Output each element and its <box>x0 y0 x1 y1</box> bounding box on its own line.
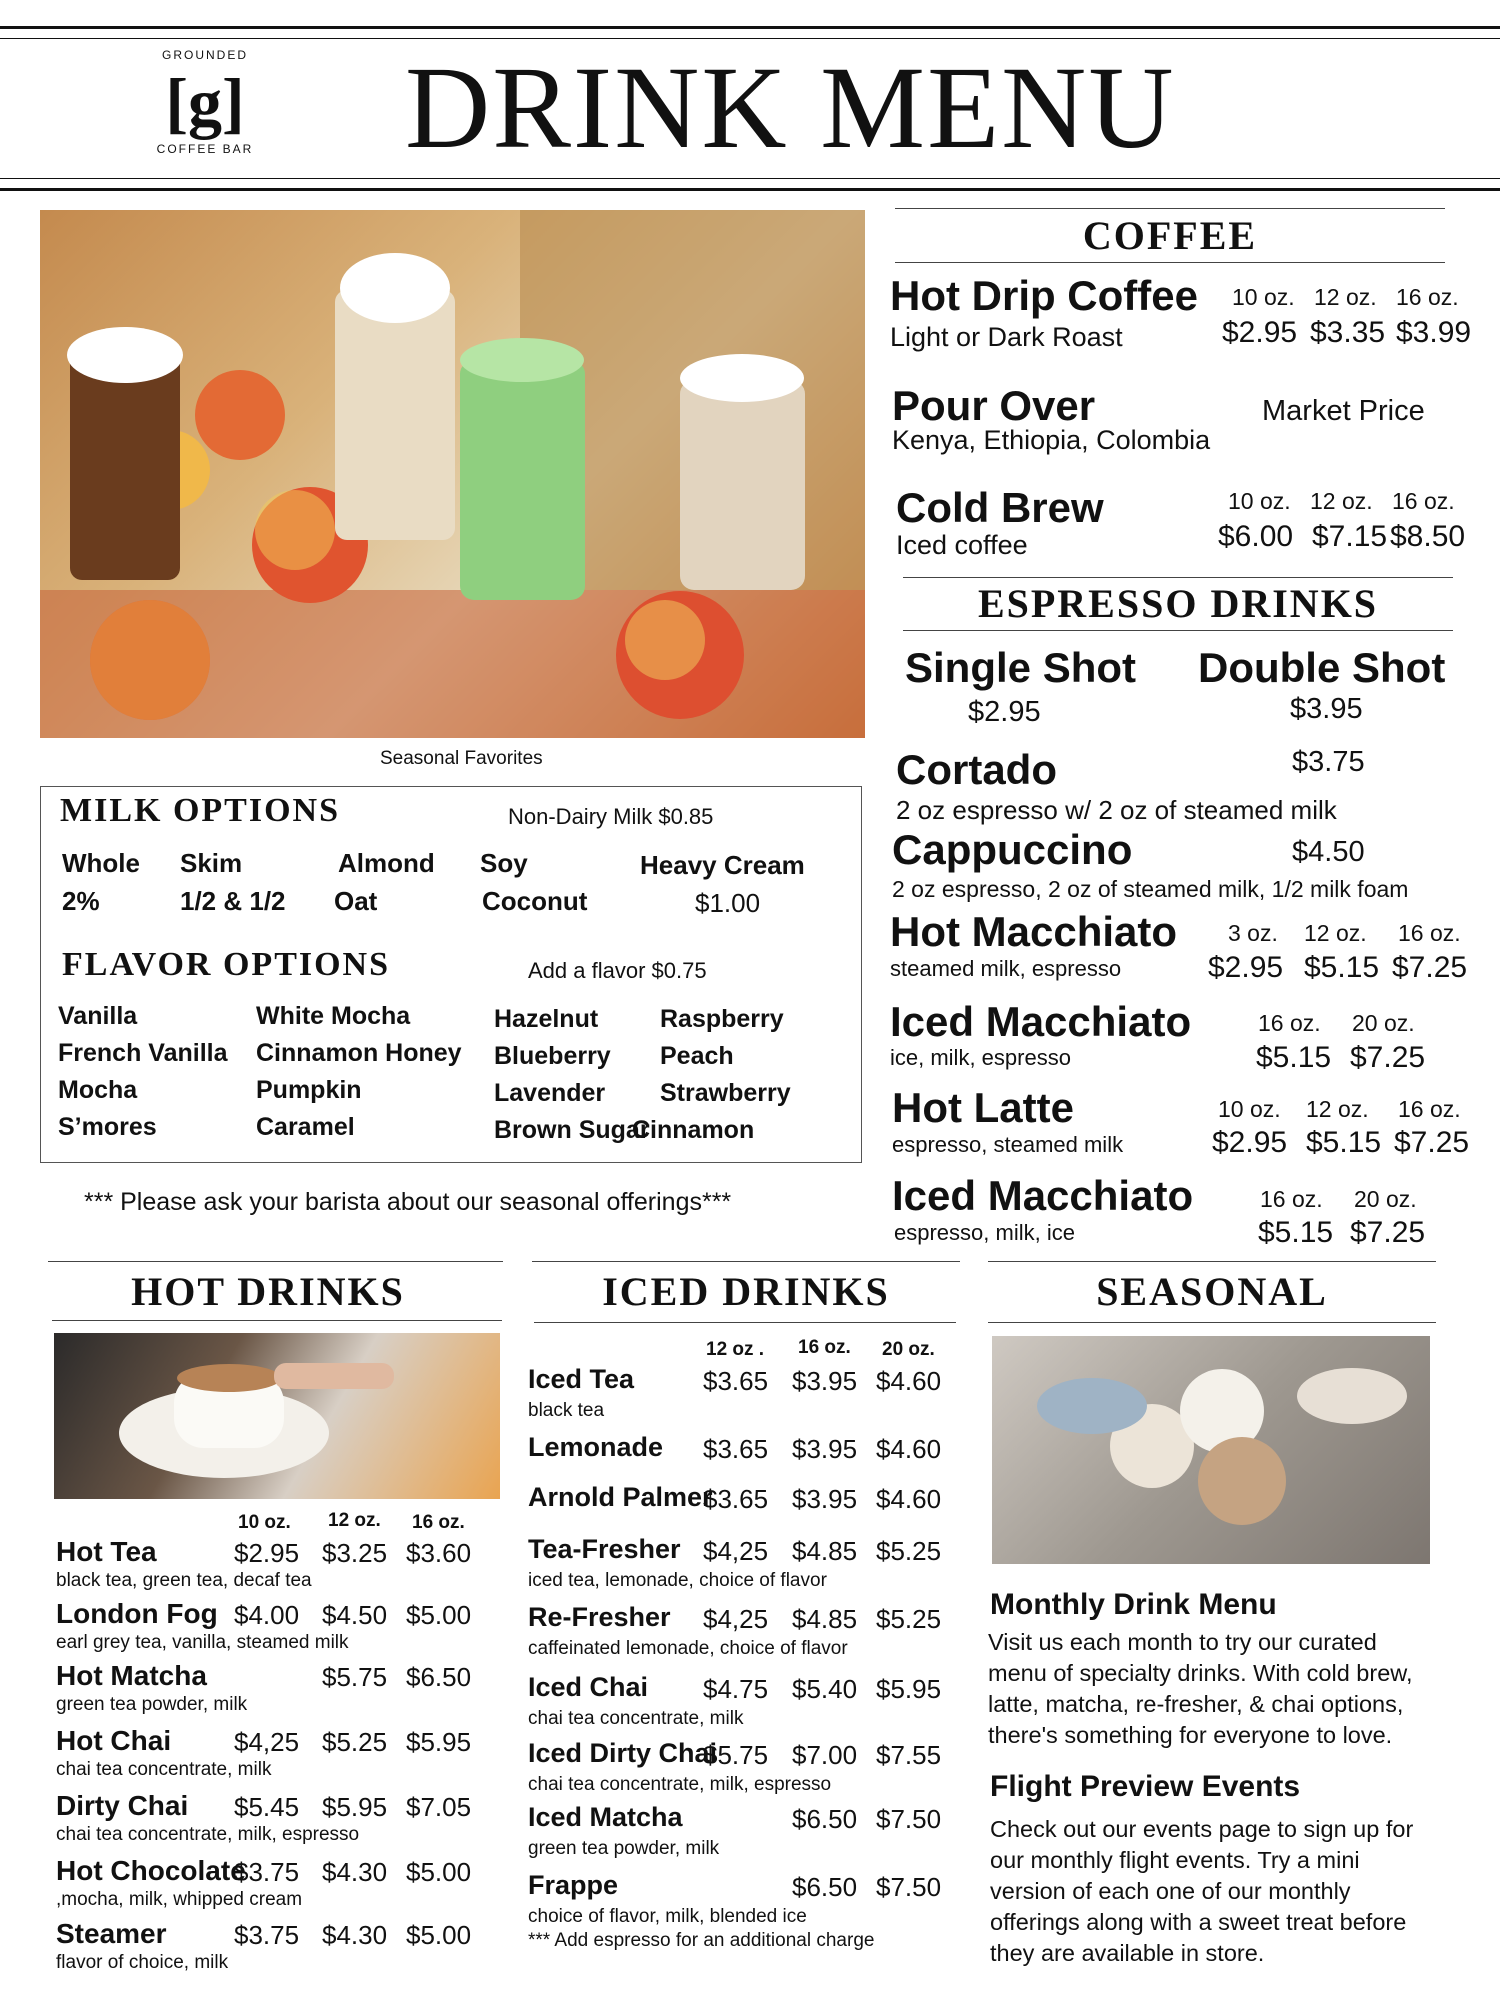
price: $7.05 <box>406 1792 472 1822</box>
milk-item: Coconut <box>482 886 588 916</box>
price: $6.50 <box>406 1662 472 1692</box>
price: $3.65 <box>703 1366 769 1396</box>
price: $3.35 <box>1310 316 1386 349</box>
flavor-heading: FLAVOR OPTIONS <box>62 946 391 983</box>
price: $5.25 <box>322 1727 388 1757</box>
drink-name: London Fog <box>56 1598 218 1629</box>
iced-macchiato-name: Iced Macchiato <box>890 998 1192 1045</box>
size-label: 16 oz. <box>1258 1010 1321 1036</box>
price: $5.15 <box>1258 1216 1334 1249</box>
size-label: 20 oz. <box>1352 1010 1415 1036</box>
price: $4.85 <box>792 1604 858 1634</box>
price: $3.25 <box>322 1538 388 1568</box>
price: $4.30 <box>322 1920 388 1950</box>
double-shot-price: $3.95 <box>1290 693 1363 725</box>
drink-name: Hot Tea <box>56 1536 157 1567</box>
drink-name: Iced Dirty Chai <box>528 1738 718 1768</box>
price: $5.75 <box>322 1662 388 1692</box>
price: $4.85 <box>792 1536 858 1566</box>
milk-item: Almond <box>338 848 435 878</box>
size-label: 16 oz. <box>798 1337 851 1358</box>
logo <box>140 48 270 172</box>
milk-heading: MILK OPTIONS <box>60 792 340 829</box>
coffee-heading: COFFEE <box>1082 213 1258 258</box>
hot-latte-desc: espresso, steamed milk <box>892 1132 1124 1157</box>
price: $5.25 <box>876 1604 942 1634</box>
cappuccino-price: $4.50 <box>1292 836 1365 868</box>
flavor-item: Peach <box>660 1042 734 1070</box>
price: $3.65 <box>703 1434 769 1464</box>
price: $5.75 <box>703 1740 769 1770</box>
drink-name: Re-Fresher <box>528 1602 671 1632</box>
price: $5.25 <box>876 1536 942 1566</box>
seasonal-heading: SEASONAL <box>1096 1269 1328 1314</box>
price: $5.40 <box>792 1674 858 1704</box>
price: $5.95 <box>322 1792 388 1822</box>
drink-name: Lemonade <box>528 1432 664 1462</box>
flavor-item: Cinnamon Honey <box>256 1039 462 1067</box>
price: $4.50 <box>322 1600 388 1630</box>
price: $7.25 <box>1392 951 1468 984</box>
price: $4.60 <box>876 1366 942 1396</box>
price: $7.25 <box>1394 1126 1470 1159</box>
price: $4,25 <box>234 1727 300 1757</box>
price: $7.15 <box>1312 520 1388 553</box>
cappuccino-desc: 2 oz espresso, 2 oz of steamed milk, 1/2 milk foam <box>892 876 1409 902</box>
drink-desc: ,mocha, milk, whipped cream <box>56 1889 303 1910</box>
pour-over-name: Pour Over <box>892 382 1096 429</box>
flavor-item: Raspberry <box>660 1005 784 1033</box>
drink-desc: black tea, green tea, decaf tea <box>56 1570 312 1591</box>
iced-drinks-heading: ICED DRINKS <box>602 1269 890 1314</box>
price: $6.50 <box>792 1872 858 1902</box>
price: $5.45 <box>234 1792 300 1822</box>
cold-brew-desc: Iced coffee <box>896 530 1028 560</box>
price: $8.50 <box>1390 520 1466 553</box>
size-label: 12 oz. <box>1314 284 1377 310</box>
espresso-footnote: *** Add espresso for an additional charge <box>528 1930 875 1951</box>
price: $3.60 <box>406 1538 472 1568</box>
iced-macchiato-2-name: Iced Macchiato <box>892 1172 1194 1219</box>
price: $2.95 <box>234 1538 300 1568</box>
size-label: 16 oz. <box>1398 920 1461 946</box>
price: $3.75 <box>234 1920 300 1950</box>
milk-item: Soy <box>480 848 528 878</box>
milk-item: 2% <box>62 886 100 916</box>
photo-caption: Seasonal Favorites <box>380 748 543 769</box>
drink-desc: caffeinated lemonade, choice of flavor <box>528 1638 848 1659</box>
espresso-heading: ESPRESSO DRINKS <box>977 581 1379 626</box>
flavor-item: Cinnamon <box>632 1116 755 1144</box>
flavor-item: Strawberry <box>660 1079 791 1107</box>
hot-drip-name: Hot Drip Coffee <box>890 272 1198 319</box>
double-shot-name: Double Shot <box>1198 644 1446 691</box>
milk-item: Whole <box>62 848 140 878</box>
drink-name: Iced Matcha <box>528 1802 683 1832</box>
flavor-item: Caramel <box>256 1113 355 1141</box>
price: $4.60 <box>876 1484 942 1514</box>
price: $5.15 <box>1304 951 1380 984</box>
price: $7.25 <box>1350 1216 1426 1249</box>
price: $5.15 <box>1306 1126 1382 1159</box>
drink-desc: choice of flavor, milk, blended ice <box>528 1906 807 1927</box>
page-title: DRINK MENU <box>405 42 1176 173</box>
price: $3.65 <box>703 1484 769 1514</box>
flavor-item: Mocha <box>58 1076 138 1104</box>
drink-name: Hot Chai <box>56 1725 172 1756</box>
price: $3.75 <box>234 1857 300 1887</box>
seasonal-note: *** Please ask your barista about our seasonal offerings*** <box>84 1188 732 1216</box>
flavor-item: Pumpkin <box>256 1076 362 1104</box>
flavor-price: Add a flavor $0.75 <box>528 958 707 983</box>
price: $5.15 <box>1256 1041 1332 1074</box>
size-label: 16 oz. <box>1260 1186 1323 1212</box>
drink-desc: chai tea concentrate, milk, espresso <box>56 1824 360 1845</box>
flavor-item: Hazelnut <box>494 1005 599 1033</box>
logo-mark: [g] <box>165 64 245 140</box>
drink-desc: flavor of choice, milk <box>56 1952 229 1973</box>
price: $2.95 <box>1208 951 1284 984</box>
flight-text: Check out our events page to sign up for our monthly flight events. Try a mini version of each one of our monthly offerings along with a sweet treat before they are available in store. <box>990 1816 1414 1966</box>
milk-item: Heavy Cream <box>640 850 805 880</box>
drink-desc: black tea <box>528 1400 605 1421</box>
price: $6.50 <box>792 1804 858 1834</box>
price: $6.00 <box>1218 520 1294 553</box>
size-label: 16 oz. <box>1398 1096 1461 1122</box>
pour-over-desc: Kenya, Ethiopia, Colombia <box>892 425 1211 455</box>
flavor-item: French Vanilla <box>58 1039 228 1067</box>
flight-title: Flight Preview Events <box>990 1770 1301 1803</box>
drink-name: Iced Chai <box>528 1672 649 1702</box>
cortado-desc: 2 oz espresso w/ 2 oz of steamed milk <box>896 795 1337 825</box>
drink-desc: green tea powder, milk <box>56 1694 248 1715</box>
price: $3.95 <box>792 1434 858 1464</box>
price: $5.00 <box>406 1857 472 1887</box>
drink-name: Arnold Palmer <box>528 1482 713 1512</box>
flavor-item: White Mocha <box>256 1002 411 1030</box>
size-label: 20 oz. <box>1354 1186 1417 1212</box>
single-shot-name: Single Shot <box>905 644 1136 691</box>
single-shot-price: $2.95 <box>968 696 1041 728</box>
price: $2.95 <box>1222 316 1298 349</box>
flavor-item: Blueberry <box>494 1042 611 1070</box>
seasonal-photo <box>992 1336 1430 1564</box>
iced-macchiato-desc: ice, milk, espresso <box>890 1045 1071 1070</box>
hot-drinks-photo <box>54 1333 500 1499</box>
price: $7.50 <box>876 1804 942 1834</box>
size-label: 10 oz. <box>1228 488 1291 514</box>
price: $4.60 <box>876 1434 942 1464</box>
cortado-name: Cortado <box>896 746 1057 793</box>
drink-desc: chai tea concentrate, milk <box>56 1759 272 1780</box>
price: $4,25 <box>703 1536 769 1566</box>
hot-latte-name: Hot Latte <box>892 1084 1074 1131</box>
drink-name: Dirty Chai <box>56 1790 189 1821</box>
iced-macchiato-2-desc: espresso, milk, ice <box>894 1220 1075 1245</box>
price: $3.95 <box>792 1366 858 1396</box>
milk-item: Oat <box>334 886 378 916</box>
logo-top-text: GROUNDED <box>161 48 248 62</box>
drink-name: Steamer <box>56 1918 167 1949</box>
size-label: 12 oz . <box>706 1339 765 1360</box>
price: $5.95 <box>876 1674 942 1704</box>
milk-item: 1/2 & 1/2 <box>180 886 286 916</box>
pour-over-price: Market Price <box>1262 395 1425 427</box>
size-label: 12 oz. <box>1306 1096 1369 1122</box>
cold-brew-name: Cold Brew <box>896 484 1104 531</box>
size-label: 16 oz. <box>1392 488 1455 514</box>
price: $2.95 <box>1212 1126 1288 1159</box>
flavor-item: Lavender <box>494 1079 606 1107</box>
monthly-title: Monthly Drink Menu <box>990 1588 1277 1621</box>
drink-desc: green tea powder, milk <box>528 1838 720 1859</box>
price: $7.55 <box>876 1740 942 1770</box>
price: $4.75 <box>703 1674 769 1704</box>
flavor-item: Vanilla <box>58 1002 138 1030</box>
hot-macchiato-desc: steamed milk, espresso <box>890 956 1122 981</box>
size-label: 10 oz. <box>238 1512 291 1533</box>
price: $4,25 <box>703 1604 769 1634</box>
price: $7.50 <box>876 1872 942 1902</box>
hot-macchiato-name: Hot Macchiato <box>890 908 1178 955</box>
monthly-text: Visit us each month to try our curated menu of specialty drinks. With cold brew, latte, matcha, re-fresher, & chai options, there's something for everyone to love. <box>988 1629 1413 1748</box>
logo-bottom-text: COFFEE BAR <box>156 142 254 156</box>
milk-item: Skim <box>180 848 243 878</box>
drink-name: Hot Matcha <box>56 1660 207 1691</box>
price: $5.00 <box>406 1600 472 1630</box>
price: $5.00 <box>406 1920 472 1950</box>
hot-drinks-heading: HOT DRINKS <box>131 1269 405 1314</box>
size-label: 10 oz. <box>1232 284 1295 310</box>
flavor-item: S’mores <box>58 1113 157 1141</box>
price: $3.99 <box>1396 316 1472 349</box>
drink-name: Tea-Fresher <box>528 1534 681 1564</box>
price: $4.00 <box>234 1600 300 1630</box>
nondairy-price: Non-Dairy Milk $0.85 <box>508 804 714 829</box>
drink-name: Hot Chocolate <box>56 1855 246 1886</box>
price: $7.25 <box>1350 1041 1426 1074</box>
price: $4.30 <box>322 1857 388 1887</box>
hot-drip-desc: Light or Dark Roast <box>890 322 1123 352</box>
size-label: 16 oz. <box>412 1512 465 1533</box>
size-label: 16 oz. <box>1396 284 1459 310</box>
price: $5.95 <box>406 1727 472 1757</box>
drink-desc: chai tea concentrate, milk, espresso <box>528 1774 832 1795</box>
drink-name: Frappe <box>528 1870 619 1900</box>
size-label: 20 oz. <box>882 1339 935 1360</box>
cortado-price: $3.75 <box>1292 746 1365 778</box>
heavy-cream-price: $1.00 <box>695 888 761 918</box>
flavor-item: Brown Sugar <box>494 1116 650 1144</box>
size-label: 12 oz. <box>328 1510 381 1531</box>
size-label: 10 oz. <box>1218 1096 1281 1122</box>
cappuccino-name: Cappuccino <box>892 826 1133 873</box>
drink-desc: chai tea concentrate, milk <box>528 1708 744 1729</box>
seasonal-favorites-photo <box>40 210 865 738</box>
drink-desc: iced tea, lemonade, choice of flavor <box>528 1570 827 1591</box>
size-label: 12 oz. <box>1310 488 1373 514</box>
price: $3.95 <box>792 1484 858 1514</box>
size-label: 3 oz. <box>1228 920 1278 946</box>
drink-desc: earl grey tea, vanilla, steamed milk <box>56 1632 349 1653</box>
price: $7.00 <box>792 1740 858 1770</box>
size-label: 12 oz. <box>1304 920 1367 946</box>
drink-name: Iced Tea <box>528 1364 635 1394</box>
